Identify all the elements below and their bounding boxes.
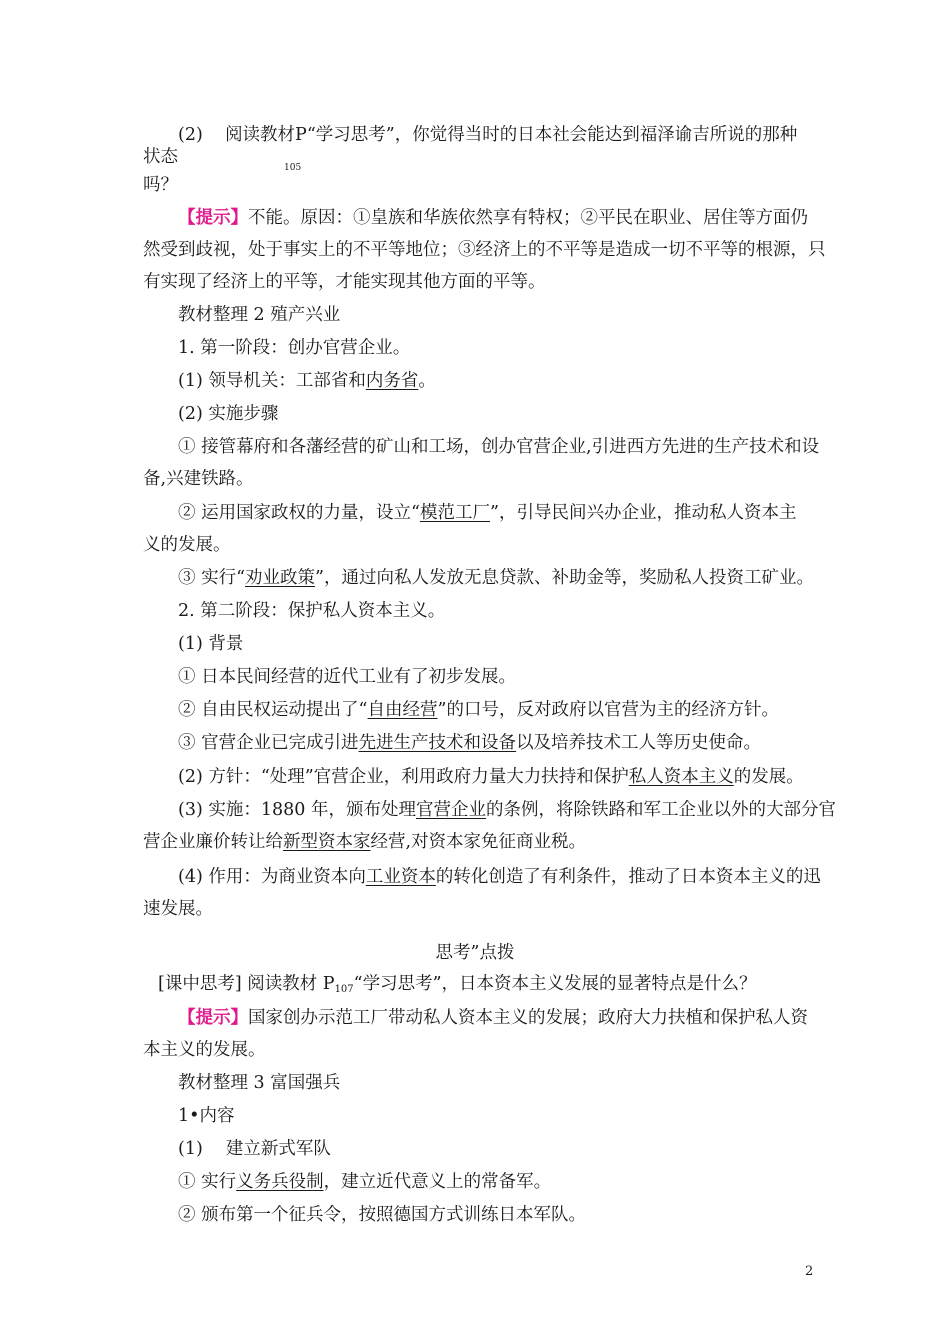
- background-3: ③ 官营企业已完成引进先进生产技术和设备以及培养技术工人等历史使命。: [178, 733, 762, 753]
- question-2-line-1: (2) 阅读教材P“学习思考”，你觉得当时的日本社会能达到福泽谕吉所说的那种: [178, 125, 798, 145]
- content-2: ② 颁布第一个征兵令，按照德国方式训练日本军队。: [178, 1205, 587, 1225]
- answer-blank: 自由经营: [367, 700, 438, 720]
- answer-blank: 先进生产技术和设备: [358, 733, 517, 753]
- step-3: ③ 实行“劝业政策”，通过向私人发放无息贷款、补助金等，奖励私人投资工矿业。: [178, 568, 814, 588]
- implementation-line-2: 营企业廉价转让给新型资本家经营,对资本家免征商业税。: [143, 832, 587, 852]
- page-ref-subscript: 107: [334, 984, 354, 995]
- answer-blank: 工业资本: [365, 867, 436, 887]
- background-heading: (1) 背景: [178, 634, 244, 654]
- implementation-line-1: (3) 实施：1880 年，颁布处理官营企业的条例，将除铁路和军工企业以外的大部分官: [178, 800, 836, 820]
- step-1-line-2: 备,兴建铁路。: [143, 469, 254, 489]
- answer-blank: 官营企业: [415, 800, 486, 820]
- question-2-line-2: 状态: [143, 147, 178, 167]
- policy: (2) 方针：“处理”官营企业，利用政府力量大力扶持和保护私人资本主义的发展。: [178, 767, 804, 787]
- step-2-line-1: ② 运用国家政权的力量，设立“模范工厂”，引导民间兴办企业，推动私人资本主: [178, 503, 797, 523]
- stage-2: 2. 第二阶段：保护私人资本主义。: [178, 601, 446, 621]
- background-2: ② 自由民权运动提出了“自由经营”的口号，反对政府以官营为主的经济方针。: [178, 700, 779, 720]
- tip-2-line-2: 本主义的发展。: [143, 1040, 266, 1060]
- leading-organ: (1) 领导机关：工部省和内务省。: [178, 371, 436, 391]
- tip-2-line-1: 【提示】国家创办示范工厂带动私人资本主义的发展；政府大力扶植和保护私人资: [178, 1008, 808, 1028]
- tip-1-line-1: 【提示】不能。原因：①皇族和华族依然享有特权；②平民在职业、居住等方面仍: [178, 208, 808, 228]
- role-line-2: 速发展。: [143, 899, 213, 919]
- answer-blank: 新型资本家: [283, 832, 371, 852]
- question-2-line-3: 吗？: [143, 175, 178, 195]
- tip-1-line-3: 有实现了经济上的平等，才能实现其他方面的平等。: [143, 272, 546, 292]
- answer-blank: 义务兵役制: [236, 1172, 324, 1192]
- section-2-title: 教材整理 2 殖产兴业: [178, 305, 341, 325]
- background-1: ① 日本民间经营的近代工业有了初步发展。: [178, 667, 517, 687]
- content-heading: 1•内容: [178, 1106, 235, 1126]
- thinking-heading: 思考”点拨: [435, 943, 515, 963]
- tip-1-line-2: 然受到歧视，处于事实上的不平等地位；③经济上的不平等是造成一切不平等的根源，只: [143, 240, 826, 260]
- section-3-title: 教材整理 3 富国强兵: [178, 1073, 341, 1093]
- tip-label: 【提示】: [178, 1008, 248, 1028]
- answer-blank: 内务省: [365, 371, 419, 391]
- new-army-heading: (1) 建立新式军队: [178, 1139, 331, 1159]
- stage-1: 1. 第一阶段：创办官营企业。: [178, 338, 411, 358]
- answer-blank: 私人资本主义: [628, 767, 734, 787]
- step-2-line-2: 义的发展。: [143, 535, 231, 555]
- content-1: ① 实行义务兵役制，建立近代意义上的常备军。: [178, 1172, 552, 1192]
- page-number: 2: [805, 1264, 814, 1279]
- step-1-line-1: ① 接管幕府和各藩经营的矿山和工场，创办官营企业,引进西方先进的生产技术和设: [178, 437, 820, 457]
- implementation-steps: (2) 实施步骤: [178, 404, 279, 424]
- in-class-question: [课中思考] 阅读教材 $P_{107}“$学习思考”，日本资本主义发展的显著特点是什么？: [158, 974, 757, 995]
- answer-blank: 劝业政策: [245, 568, 316, 588]
- answer-blank: 模范工厂: [420, 503, 491, 523]
- page-ref-superscript: 105: [284, 163, 302, 173]
- tip-label: 【提示】: [178, 208, 248, 228]
- question-number: (2): [178, 125, 203, 145]
- role-line-1: (4) 作用：为商业资本向工业资本的转化创造了有利条件，推动了日本资本主义的迅: [178, 867, 821, 887]
